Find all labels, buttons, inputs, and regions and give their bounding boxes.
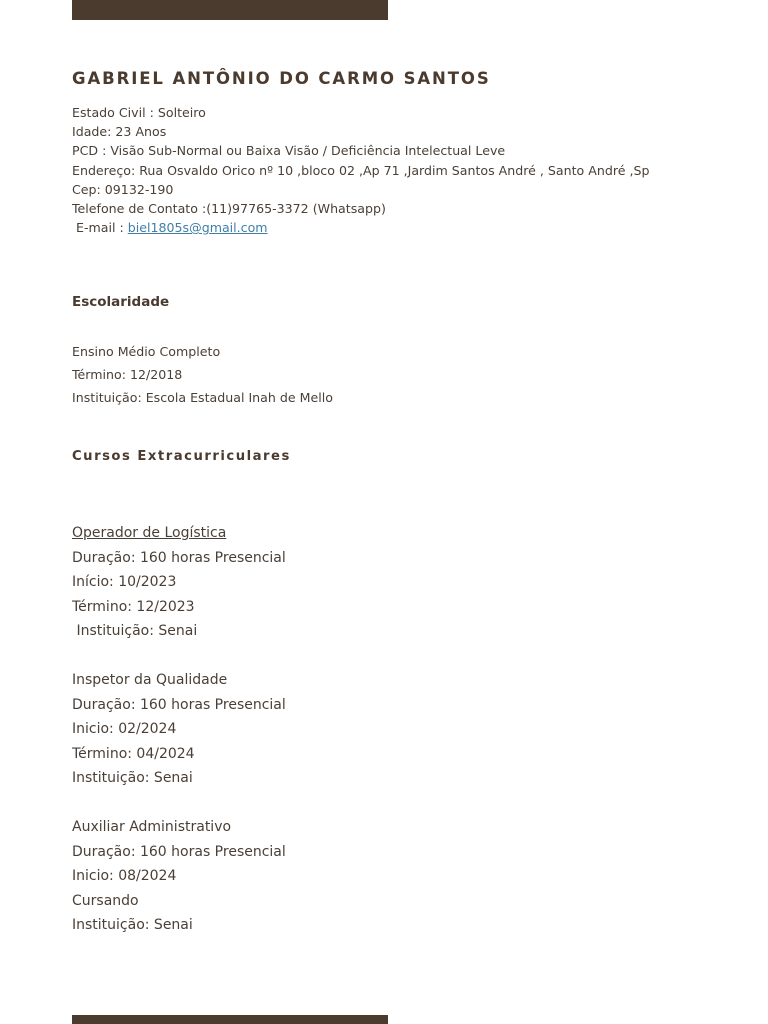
course-title: Inspetor da Qualidade (72, 672, 228, 688)
course-start: Inicio: 08/2024 (72, 868, 177, 885)
email-row (72, 218, 650, 237)
course-status: Cursando (72, 892, 139, 909)
candidate-name: GABRIEL ANTÔNIO DO CARMO SANTOS (72, 69, 491, 88)
course-title: Operador de Logística (72, 525, 227, 541)
course-institution: Instituição: Senai (72, 623, 198, 640)
education-institution: Instituição: Escola Estadual Inah de Mello (72, 390, 333, 405)
education-heading: Escolaridade (72, 294, 170, 310)
phone: Telefone de Contato :(11)97765-3372 (Whatsapp) (72, 201, 386, 217)
course-item (72, 521, 286, 644)
marital-status: Estado Civil : Solteiro (72, 105, 206, 120)
course-duration: Duração: 160 horas Presencial (72, 696, 286, 713)
course-title: Auxiliar Administrativo (72, 819, 232, 835)
email-link[interactable]: biel1805s@gmail.com (127, 220, 268, 236)
course-duration: Duração: 160 horas Presencial (72, 549, 286, 566)
course-institution: Instituição: Senai (72, 770, 193, 787)
education-level: Ensino Médio Completo (72, 344, 221, 359)
courses-heading: Cursos Extracurriculares (72, 449, 291, 464)
top-decorative-bar (72, 0, 388, 20)
education-details (72, 340, 333, 409)
course-institution: Instituição: Senai (72, 917, 193, 934)
course-item (72, 815, 286, 938)
course-end: Término: 12/2023 (72, 598, 195, 615)
bottom-decorative-bar (72, 1015, 388, 1024)
course-end: Término: 04/2024 (72, 745, 195, 762)
pcd-info: PCD : Visão Sub-Normal ou Baixa Visão / Deficiência Intelectual Leve (72, 143, 506, 159)
postal-code: Cep: 09132-190 (72, 181, 174, 197)
course-item (72, 668, 286, 791)
course-start: Início: 10/2023 (72, 574, 177, 591)
email-label: E-mail : (72, 220, 128, 236)
course-start: Inicio: 02/2024 (72, 721, 177, 738)
contact-info (72, 103, 650, 237)
address: Endereço: Rua Osvaldo Orico nº 10 ,bloco 02 ,Ap 71 ,Jardim Santos André , Santo André ,Sp (72, 162, 650, 178)
course-duration: Duração: 160 horas Presencial (72, 843, 286, 860)
education-end-date: Término: 12/2018 (72, 367, 183, 382)
age: Idade: 23 Anos (72, 124, 167, 140)
